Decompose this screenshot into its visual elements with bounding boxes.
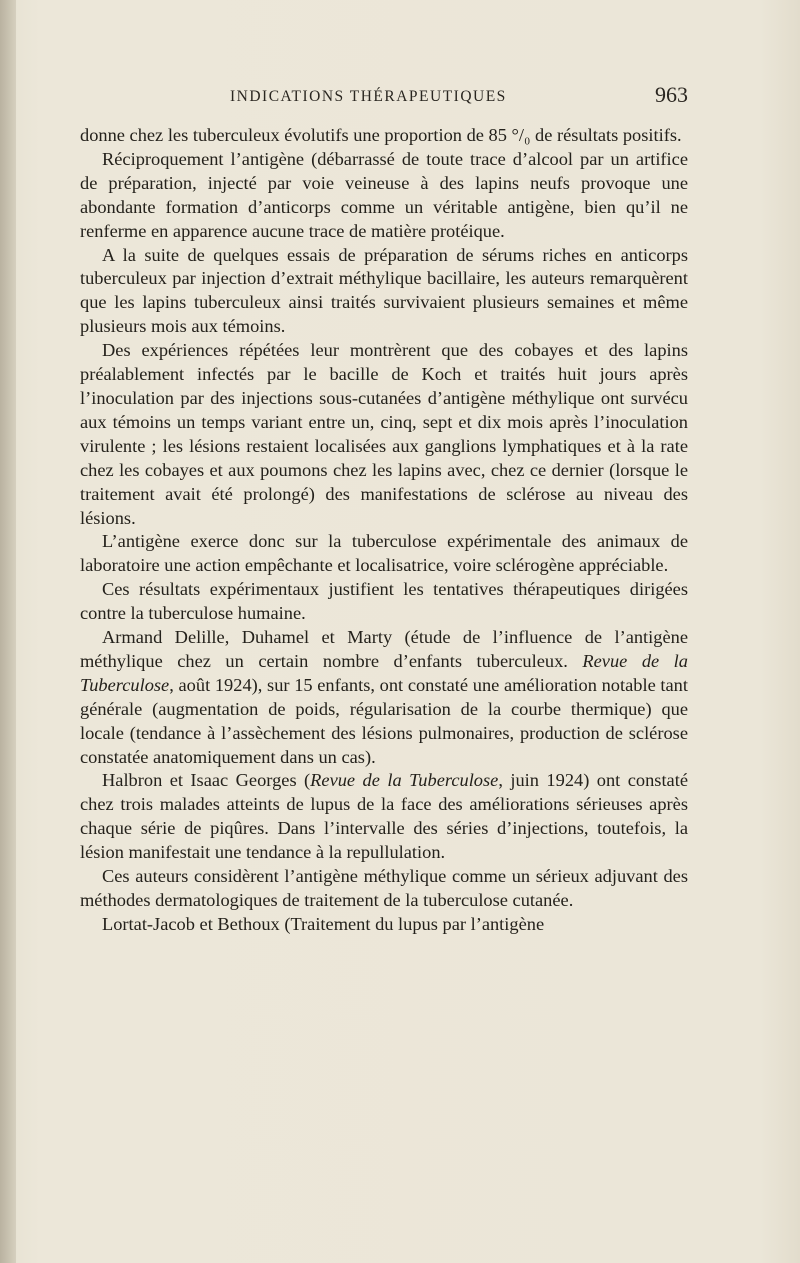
paragraph <box>80 769 688 865</box>
paragraph: Réciproquement l’antigène (débarrassé de toute trace d’alcool par un artifice de préparation, injecté par voie veineuse à des lapins neufs provoque une abondante formation d’anticorps comme un véritable antigène, bien qu’il ne renferme en apparence aucune trace de matière protéique. <box>80 148 688 241</box>
paragraph: Lortat-Jacob et Bethoux (Traitement du lupus par l’antigène <box>102 913 545 934</box>
paragraph: Des expériences répétées leur montrèrent que des cobayes et des lapins préalablement infectés par le bacille de Koch et traités huit jours après l’inoculation par des injections sous-cutanées d’antigène méthylique ont survécu aux témoins un temps variant entre un, cinq, sept et dix mois après l’inoculation virulente ; les lésions restaient localisées aux ganglions lymphatiques et à la rate chez les cobayes et aux poumons chez les lapins avec, chez ce dernier (lorsque le traitement avait été prolongé) des manifestations de sclérose au niveau des lésions. <box>80 340 688 528</box>
paragraph: L’antigène exerce donc sur la tuberculose expérimentale des animaux de laboratoire une action empêchante et localisatrice, voire sclérogène appréciable. <box>80 531 688 576</box>
journal-title: Revue de la Tuberculose <box>310 770 499 791</box>
paragraph: donne chez les tuberculeux évolutifs une proportion de 85 °/₀ de résultats positifs. <box>80 125 682 145</box>
running-title: INDICATIONS THÉRAPEUTIQUES <box>230 88 507 105</box>
paragraph-text: Halbron et Isaac Georges ( <box>102 770 311 791</box>
page-gutter-shadow <box>0 0 16 1263</box>
body-text <box>80 124 688 937</box>
paragraph: Ces auteurs considèrent l’antigène méthylique comme un sérieux adjuvant des méthodes dermatologiques de traitement de la tuberculose cutanée. <box>80 866 688 910</box>
paragraph-text: , août 1924), sur 15 enfants, ont constaté une amélioration notable tant générale (augmentation de poids, régularisation de la courbe thermique) que locale (tendance à l’assèchement des lésions pulmonaires, production de sclérose constatée anatomiquement dans un cas). <box>80 674 688 767</box>
paragraph-text: Armand Delille, Duhamel et Marty (étude de l’influence de l’antigène méthylique chez un certain nombre d’enfants tuberculeux. <box>80 627 688 671</box>
page-number: 963 <box>655 82 688 107</box>
paragraph: A la suite de quelques essais de préparation de sérums riches en anticorps tuberculeux par injection d’extrait méthylique bacillaire, les auteurs remarquèrent que les lapins tuberculeux ainsi traités survivaient plusieurs semaines et même plusieurs mois aux témoins. <box>80 244 688 337</box>
paragraph-text: , juin 1924) ont constaté chez trois malades atteints de lupus de la face des améliorations sérieuses après chaque série de piqûres. Dans l’intervalle des séries d’injections, toutefois, la lésion manifestait une tendance à la repullulation. <box>80 770 688 863</box>
journal-title: Revue de la Tuberculose <box>80 650 688 695</box>
page-header <box>80 82 688 112</box>
paragraph <box>80 626 688 769</box>
paragraph: Ces résultats expérimentaux justifient les tentatives thérapeutiques dirigées contre la tuberculose humaine. <box>80 579 688 624</box>
